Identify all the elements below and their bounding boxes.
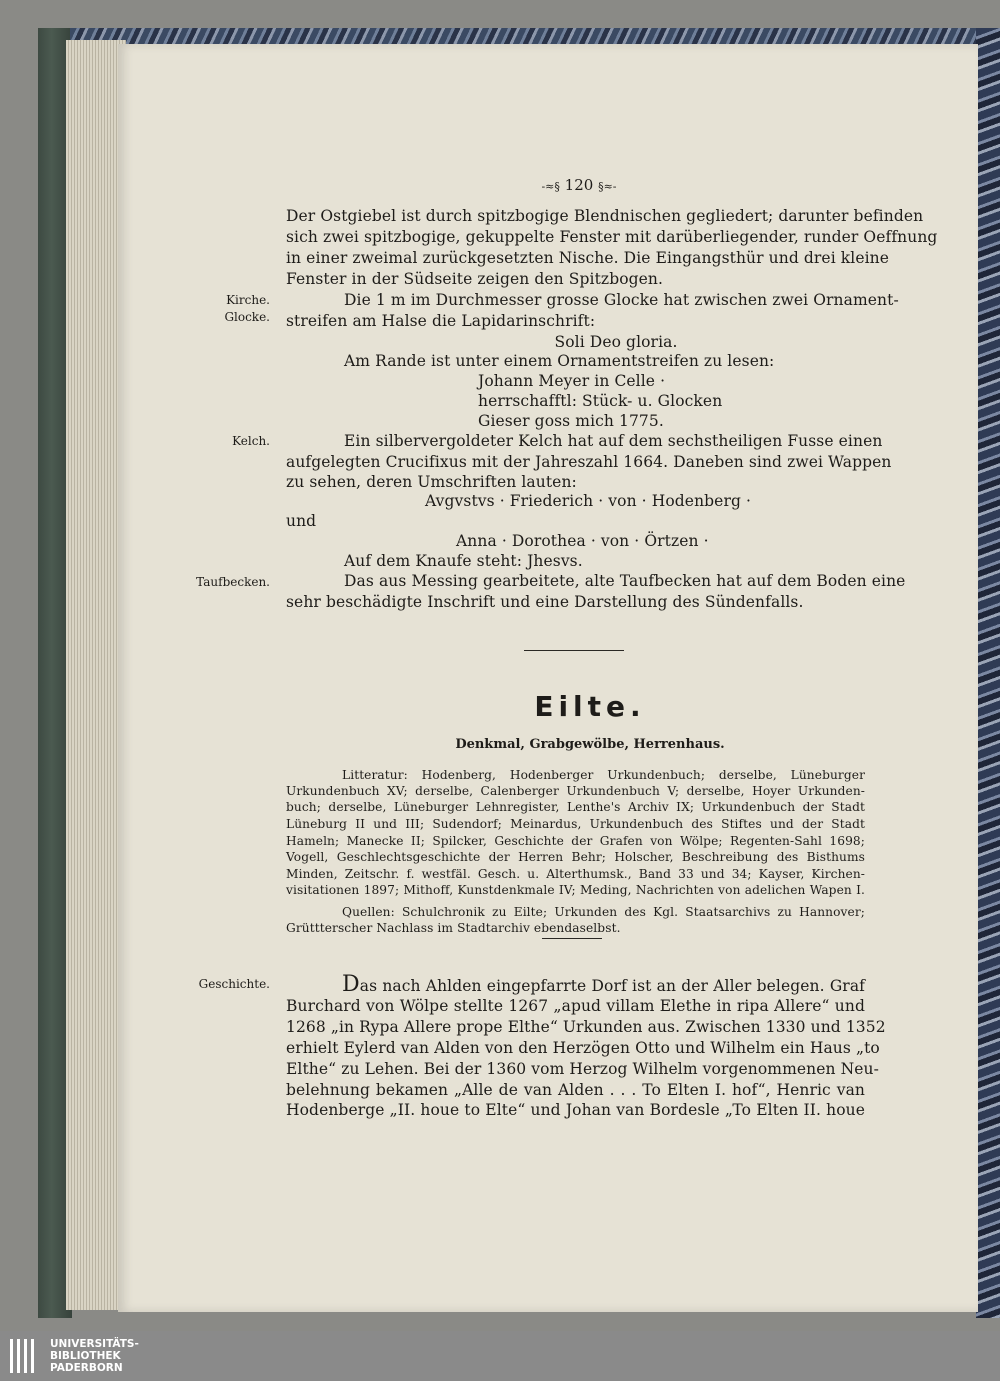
logo-line: BIBLIOTHEK (50, 1350, 121, 1362)
inscription-line: Johann Meyer in Celle · (478, 372, 666, 390)
library-logo-text[interactable] (50, 1338, 139, 1374)
literatur-line: Lüneburg II und III; Sudendorf; Meinardus, Urkundenbuch des Stiftes und der Stadt (286, 817, 865, 831)
page-number (524, 176, 634, 194)
text-line: Burchard von Wölpe stellte 1267 „apud villam Elethe in ripa Allere“ und (286, 997, 865, 1015)
marbled-edge-right (976, 28, 1000, 1318)
section-subtitle: Denkmal, Grabgewölbe, Herrenhaus. (455, 737, 725, 752)
literatur-line: Urkundenbuch XV; derselbe, Calenberger Urkundenbuch V; derselbe, Hoyer Urkunden- (286, 784, 865, 798)
text-line: in einer zweimal zurückgesetzten Nische. Die Eingangsthür und drei kleine (286, 249, 890, 267)
text-line: zu sehen, deren Umschriften lauten: (286, 473, 577, 491)
inscription-line: herrschafftl: Stück- u. Glocken (478, 392, 723, 410)
page-edges (66, 40, 126, 1310)
literatur-line: Litteratur: Hodenberg, Hodenberger Urkundenbuch; derselbe, Lüneburger (342, 768, 865, 782)
quellen-line: Grüttterscher Nachlass im Stadtarchiv ebendaselbst. (286, 921, 621, 935)
text-line: belehnung bekamen „Alle de van Alden . . . To Elten I. hof“, Henric van (286, 1081, 865, 1099)
section-divider (542, 938, 602, 939)
margin-note-geschichte: Geschichte. (198, 977, 270, 991)
footer-bar (0, 1331, 1000, 1381)
margin-note-taufbecken: Taufbecken. (196, 575, 270, 589)
text-line: Das aus Messing gearbeitete, alte Taufbecken hat auf dem Boden eine (344, 572, 906, 590)
literatur-line: visitationen 1897; Mithoff, Kunstdenkmale IV; Meding, Nachrichten von adelichen Wapen I. (286, 883, 865, 897)
text-line: Ein silbervergoldeter Kelch hat auf dem sechstheiligen Fusse einen (344, 432, 883, 450)
logo-line: UNIVERSITÄTS- (50, 1338, 139, 1350)
literatur-line: Hameln; Manecke II; Spilcker, Geschichte der Grafen von Wölpe; Regenten-Sahl 1698; (286, 834, 865, 848)
text-line: Auf dem Knaufe steht: Jhesvs. (344, 552, 583, 570)
drop-cap: D (342, 972, 360, 997)
text-line: und (286, 512, 317, 530)
text-line (342, 972, 865, 997)
inscription-line: Avgvstvs · Friederich · von · Hodenberg · (425, 492, 752, 510)
text-line: Am Rande ist unter einem Ornamentstreifen zu lesen: (344, 352, 775, 370)
text-line: aufgelegten Crucifixus mit der Jahreszahl 1664. Daneben sind zwei Wappen (286, 453, 892, 471)
ornament-left: -≈§ (541, 180, 560, 193)
inscription-line: Gieser goss mich 1775. (478, 412, 664, 430)
margin-note-kelch: Kelch. (232, 434, 270, 448)
page-number-value: 120 (564, 176, 594, 194)
quellen-line: Quellen: Schulchronik zu Eilte; Urkunden des Kgl. Staatsarchivs zu Hannover; (342, 905, 865, 919)
literatur-line: buch; derselbe, Lüneburger Lehnregister, Lenthe's Archiv IX; Urkundenbuch der Stadt (286, 800, 865, 814)
inscription-line: Anna · Dorothea · von · Örtzen · (456, 532, 709, 550)
ornament-right: §≈- (598, 180, 617, 193)
text-line: sehr beschädigte Inschrift und eine Darstellung des Sündenfalls. (286, 593, 804, 611)
text-line: Die 1 m im Durchmesser grosse Glocke hat zwischen zwei Ornament- (344, 291, 899, 309)
logo-line: PADERBORN (50, 1362, 123, 1374)
library-logo-icon (10, 1339, 40, 1373)
margin-note-kirche: Kirche. (226, 293, 270, 307)
inscription-line: Soli Deo gloria. (554, 333, 678, 351)
text-line: erhielt Eylerd van Alden von den Herzögen Otto und Wilhelm ein Haus „to (286, 1039, 880, 1057)
text-run: as nach Ahlden eingepfarrte Dorf ist an der Aller belegen. Graf (359, 977, 865, 995)
text-line: Fenster in der Südseite zeigen den Spitzbogen. (286, 270, 664, 288)
text-line: sich zwei spitzbogige, gekuppelte Fenster mit darüberliegender, runder Oeffnung (286, 228, 938, 246)
literatur-line: Vogell, Geschlechtsgeschichte der Herren Behr; Holscher, Beschreibung des Bisthums (286, 850, 865, 864)
text-line: 1268 „in Rypa Allere prope Elthe“ Urkunden aus. Zwischen 1330 und 1352 (286, 1018, 886, 1036)
text-line: Der Ostgiebel ist durch spitzbogige Blendnischen gegliedert; darunter befinden (286, 207, 924, 225)
margin-note-glocke: Glocke. (224, 310, 270, 324)
literatur-line: Minden, Zeitschr. f. westfäl. Gesch. u. Alterthumsk., Band 33 und 34; Kayser, Kirchen- (286, 867, 865, 881)
section-title: Eilte. (534, 690, 646, 723)
section-divider (524, 650, 624, 651)
text-line: streifen am Halse die Lapidarinschrift: (286, 312, 596, 330)
text-line: Elthe“ zu Lehen. Bei der 1360 vom Herzog Wilhelm vorgenommenen Neu- (286, 1060, 879, 1078)
text-line: Hodenberge „II. houe to Elte“ und Johan van Bordesle „To Elten II. houe (286, 1101, 865, 1119)
